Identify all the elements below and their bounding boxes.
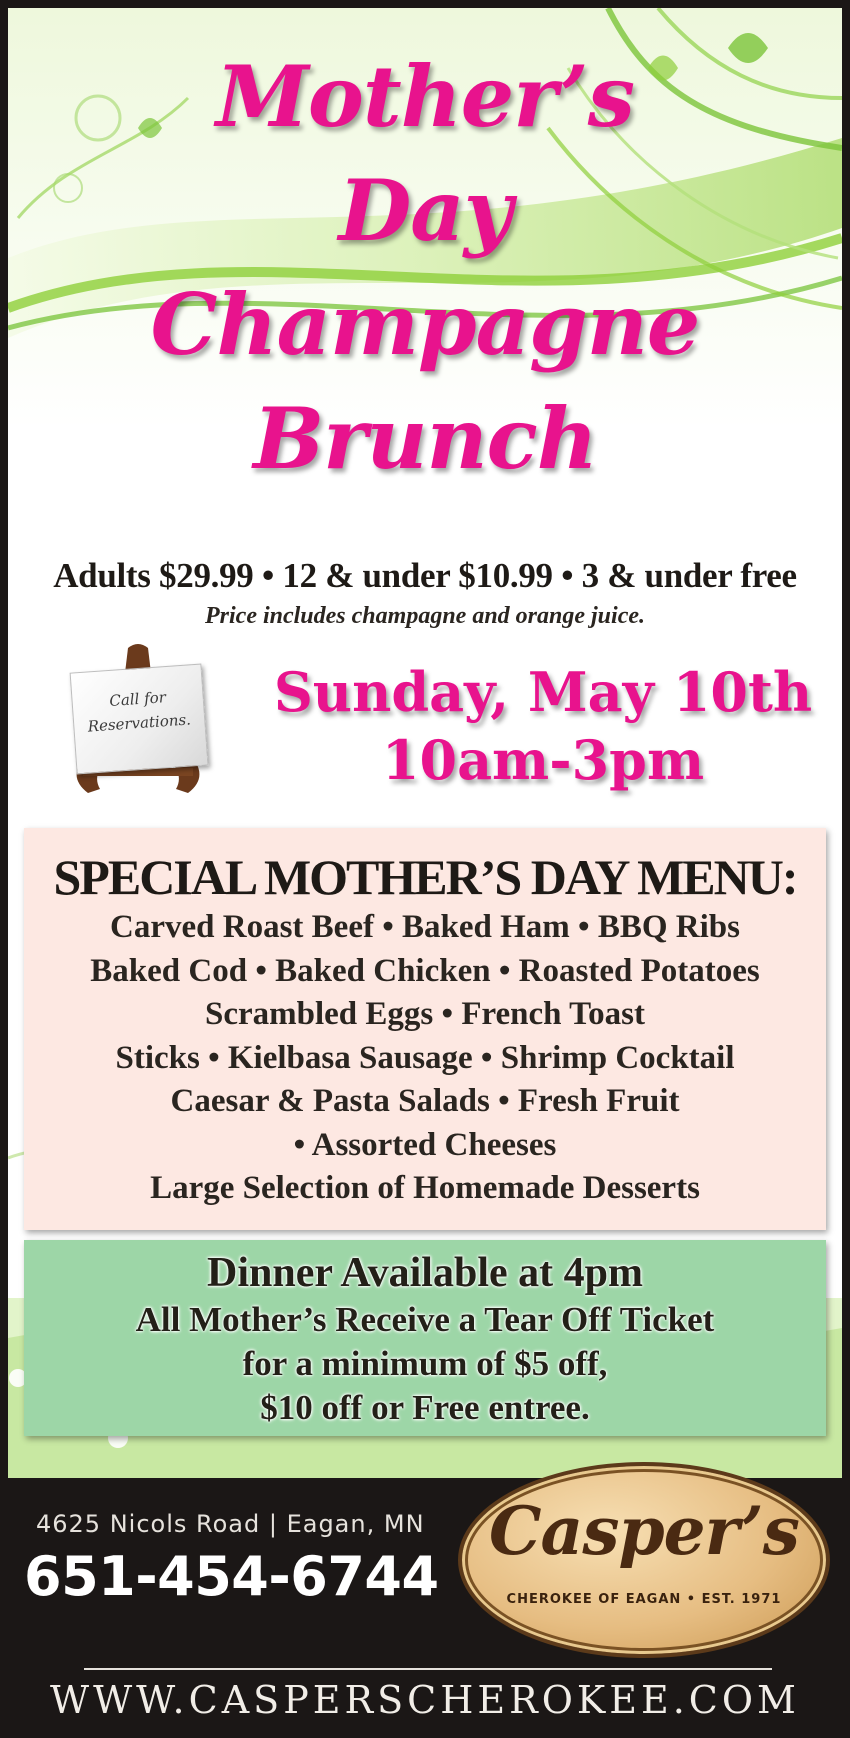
menu-line: Caesar & Pasta Salads • Fresh Fruit (170, 1083, 680, 1119)
headline-line-1: Mother’s (215, 47, 635, 146)
footer-phone[interactable]: 651-454-6744 (24, 1545, 439, 1608)
headline-line-4: Brunch (253, 389, 597, 488)
pricing-note: Price includes champagne and orange juice. (205, 603, 645, 629)
headline-line-3: Champagne (150, 275, 700, 374)
reservation-line-1: Call for (108, 688, 167, 710)
dinner-title: Dinner Available at 4pm (207, 1250, 643, 1296)
event-time: 10am-3pm (381, 728, 705, 792)
menu-box (24, 828, 826, 1230)
menu-line: Large Selection of Homemade Desserts (150, 1170, 700, 1206)
pricing-line: Adults $29.99 • 12 & under $10.99 • 3 & under free (53, 556, 797, 595)
menu-line: • Assorted Cheeses (293, 1126, 557, 1163)
easel-sign-icon (53, 638, 223, 798)
dinner-box (24, 1240, 826, 1436)
footer-website[interactable]: WWW.CASPERSCHEROKEE.COM (50, 1678, 800, 1722)
menu-line: Scrambled Eggs • French Toast (205, 996, 645, 1032)
event-date: Sunday, May 10th (273, 660, 813, 724)
menu-line: Sticks • Kielbasa Sausage • Shrimp Cocktail (115, 1039, 735, 1076)
menu-title: SPECIAL MOTHER’S DAY MENU: (53, 849, 797, 905)
reservation-line-2: Reservations. (87, 710, 192, 736)
dinner-line-3: $10 off or Free entree. (260, 1388, 590, 1427)
poster-area (8, 8, 842, 1478)
headline (8, 40, 842, 496)
caspers-logo (458, 1462, 830, 1658)
logo-name: Casper’s (489, 1492, 799, 1570)
menu-line: Baked Cod • Baked Chicken • Roasted Potatoes (90, 952, 760, 989)
headline-line-2: Day (338, 161, 512, 260)
menu-line: Carved Roast Beef • Baked Ham • BBQ Ribs (110, 909, 740, 945)
footer-divider (84, 1668, 772, 1670)
reservation-card (70, 664, 209, 775)
event-datetime (248, 658, 838, 794)
footer-address: 4625 Nicols Road | Eagan, MN (36, 1510, 425, 1538)
dinner-line-1: All Mother’s Receive a Tear Off Ticket (135, 1300, 715, 1339)
logo-tagline: CHEROKEE OF EAGAN • EST. 1971 (506, 1592, 782, 1607)
dinner-line-2: for a minimum of $5 off, (242, 1344, 608, 1383)
